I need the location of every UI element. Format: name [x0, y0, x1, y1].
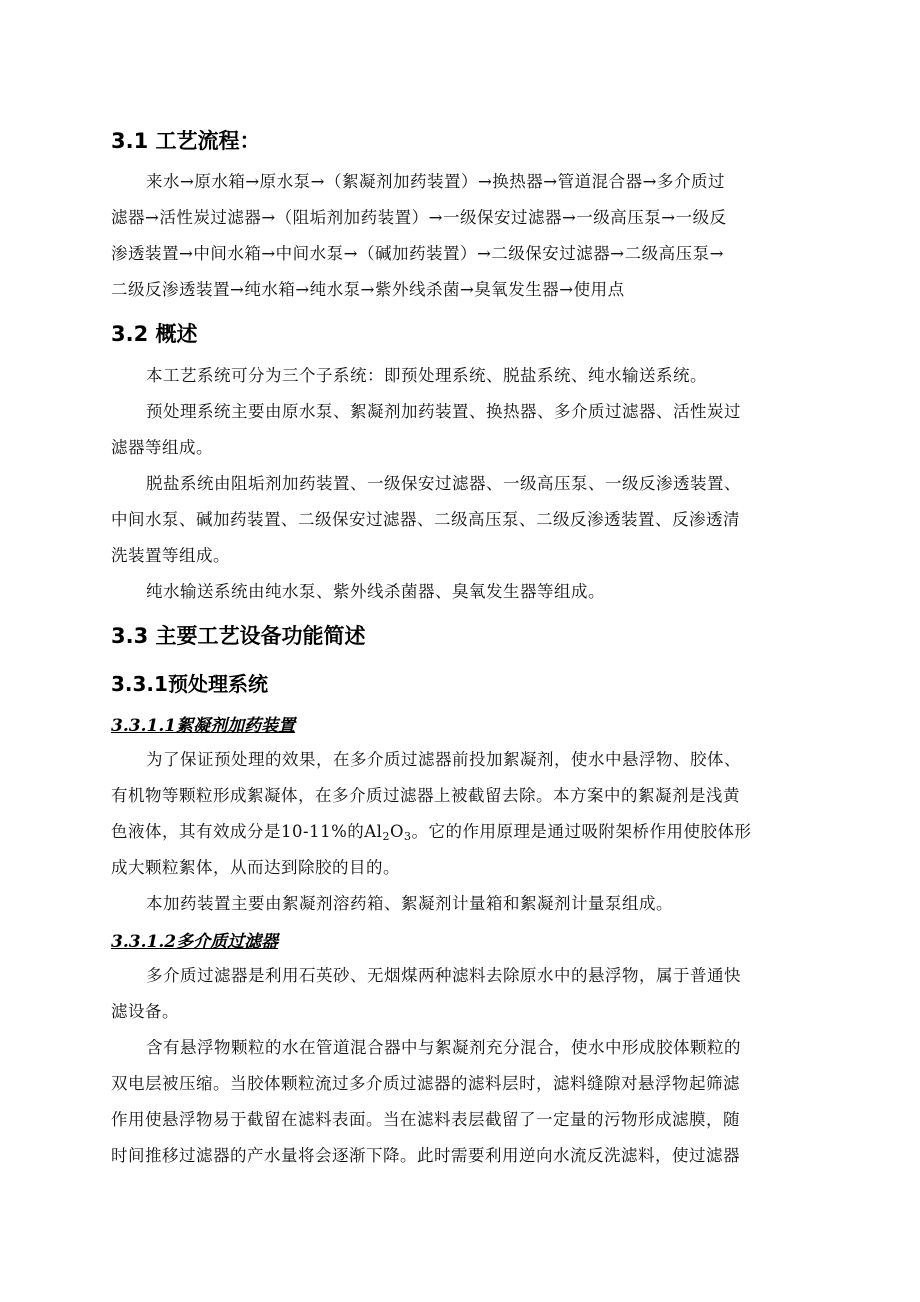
filter-paragraph-2-line-1: 含有悬浮物颗粒的水在管道混合器中与絮凝剂充分混合，使水中形成胶体颗粒的: [146, 1038, 741, 1057]
overview-paragraph-4: 纯水输送系统由纯水泵、紫外线杀菌器、臭氧发生器等组成。: [146, 582, 605, 601]
filter-paragraph-2-line-2: 双电层被压缩。当胶体颗粒流过多介质过滤器的滤料层时，滤料缝隙对悬浮物起筛滤: [111, 1074, 740, 1093]
filter-paragraph-2-line-4: 时间推移过滤器的产水量将会逐渐下降。此时需要利用逆向水流反洗滤料，使过滤器: [111, 1146, 740, 1165]
section-3-2-heading: 3.2 概述: [111, 322, 198, 346]
flocculant-paragraph-1-line-2: 有机物等颗粒形成絮凝体，在多介质过滤器上被截留去除。本方案中的絮凝剂是浅黄: [111, 786, 740, 805]
overview-paragraph-3-line-3: 洗装置等组成。: [111, 546, 230, 565]
line-3-text-a: 色液体，其有效成分是10-11%的Al: [111, 822, 383, 841]
line-3-text-b: O: [389, 822, 404, 841]
overview-paragraph-2-line-1: 预处理系统主要由原水泵、絮凝剂加药装置、换热器、多介质过滤器、活性炭过: [146, 402, 741, 421]
overview-paragraph-2-line-2: 滤器等组成。: [111, 438, 213, 457]
process-flow-line-1: 来水→原水箱→原水泵→（絮凝剂加药装置）→换热器→管道混合器→多介质过: [146, 172, 725, 191]
section-3-3-1-heading: 3.3.1预处理系统: [111, 672, 268, 696]
flocculant-paragraph-1-line-3: [111, 818, 811, 843]
flocculant-paragraph-2: 本加药装置主要由絮凝剂溶药箱、絮凝剂计量箱和絮凝剂计量泵组成。: [146, 894, 673, 913]
overview-paragraph-3-line-1: 脱盐系统由阻垢剂加药装置、一级保安过滤器、一级高压泵、一级反渗透装置、: [146, 474, 741, 493]
process-flow-line-3: 渗透装置→中间水箱→中间水泵→（碱加药装置）→二级保安过滤器→二级高压泵→: [111, 244, 724, 263]
section-3-3-1-2-heading: 3.3.1.2多介质过滤器: [111, 932, 279, 952]
flocculant-paragraph-1-line-1: 为了保证预处理的效果，在多介质过滤器前投加絮凝剂，使水中悬浮物、胶体、: [146, 750, 741, 769]
section-3-1-heading: 3.1 工艺流程：: [111, 129, 261, 153]
filter-paragraph-2-line-3: 作用使悬浮物易于截留在滤料表面。当在滤料表层截留了一定量的污物形成滤膜，随: [111, 1110, 740, 1129]
flocculant-paragraph-1-line-4: 成大颗粒絮体，从而达到除胶的目的。: [111, 858, 400, 877]
filter-paragraph-1-line-1: 多介质过滤器是利用石英砂、无烟煤两种滤料去除原水中的悬浮物，属于普通快: [146, 966, 741, 985]
subscript-3: 3: [403, 830, 412, 843]
line-3-text-c: 。它的作用原理是通过吸附架桥作用使胶体形: [411, 822, 752, 841]
section-3-3-1-1-heading: 3.3.1.1絮凝剂加药装置: [111, 716, 296, 736]
process-flow-line-4: 二级反渗透装置→纯水箱→纯水泵→紫外线杀菌→臭氧发生器→使用点: [111, 280, 625, 299]
process-flow-line-2: 滤器→活性炭过滤器→（阻垢剂加药装置）→一级保安过滤器→一级高压泵→一级反: [111, 208, 727, 227]
overview-paragraph-1: 本工艺系统可分为三个子系统：即预处理系统、脱盐系统、纯水输送系统。: [146, 366, 707, 385]
overview-paragraph-3-line-2: 中间水泵、碱加药装置、二级保安过滤器、二级高压泵、二级反渗透装置、反渗透清: [111, 510, 740, 529]
subscript-2: 2: [382, 830, 390, 843]
section-3-3-heading: 3.3 主要工艺设备功能简述: [111, 624, 366, 648]
filter-paragraph-1-line-2: 滤设备。: [111, 1002, 179, 1021]
